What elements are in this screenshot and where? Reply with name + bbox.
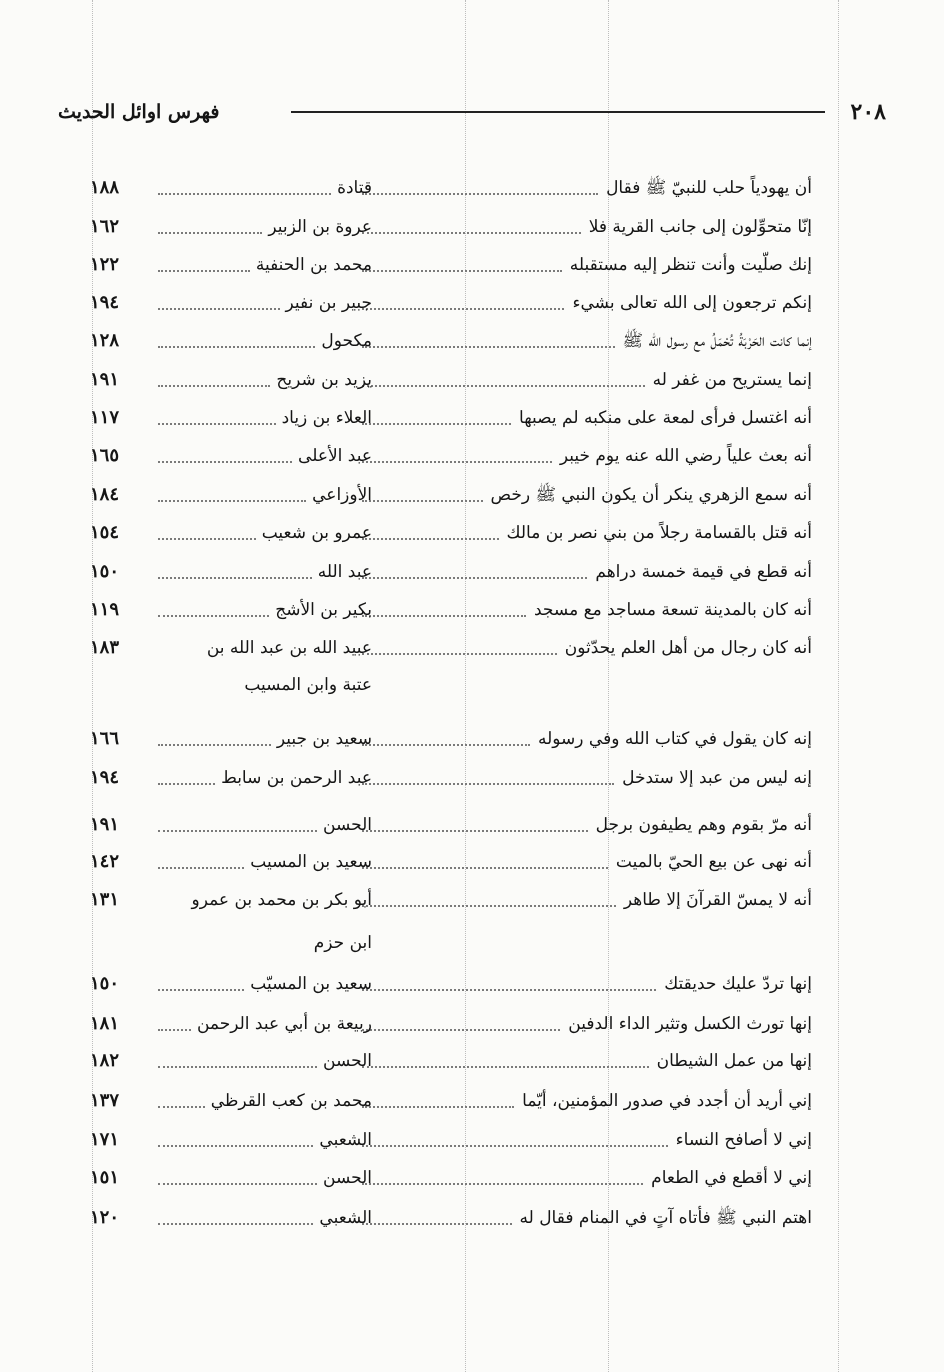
dot-leader xyxy=(158,744,271,746)
narrator xyxy=(152,807,372,843)
header-rule xyxy=(291,111,824,113)
hadith-opening xyxy=(352,630,812,666)
index-entry xyxy=(0,1006,944,1042)
narrator xyxy=(152,1083,372,1119)
narrator-text: محمد بن كعب القرظي xyxy=(210,1091,372,1111)
page-ref: ١٥٤ xyxy=(90,522,120,543)
hadith-opening xyxy=(352,1083,812,1119)
page-ref: ١٩٤ xyxy=(90,292,120,313)
dot-leader xyxy=(158,830,317,832)
page-ref: ١٣١ xyxy=(90,889,120,910)
narrator xyxy=(152,515,372,551)
dot-leader xyxy=(362,1145,668,1147)
narrator-text: محمد بن الحنفية xyxy=(255,255,372,275)
dot-leader xyxy=(362,905,616,907)
page-ref: ١١٩ xyxy=(90,599,120,620)
hadith-opening xyxy=(352,438,812,474)
page-ref: ١٦٦ xyxy=(90,728,120,749)
narrator-text: الحسن xyxy=(323,1051,372,1071)
index-entry xyxy=(0,400,944,436)
narrator xyxy=(152,438,372,474)
narrator xyxy=(152,844,372,880)
dot-leader xyxy=(362,1029,560,1031)
dot-leader xyxy=(362,577,587,579)
dot-leader xyxy=(158,1029,191,1031)
page-ref: ١٦٢ xyxy=(90,216,120,237)
narrator-continuation: ابن حزم xyxy=(313,933,372,953)
page-ref: ١٢٢ xyxy=(90,254,120,275)
narrator-text: جبير بن نفير xyxy=(285,293,372,313)
narrator xyxy=(152,966,372,1002)
index-entry xyxy=(0,515,944,551)
index-entry xyxy=(0,630,944,706)
hadith-text: اهتم النبي ﷺ فأتاه آتٍ في المنام فقال له xyxy=(519,1208,812,1228)
index-entry xyxy=(0,760,944,796)
page-ref: ١٢٠ xyxy=(90,1207,120,1228)
narrator xyxy=(152,477,372,513)
index-entry xyxy=(0,592,944,628)
hadith-opening xyxy=(352,554,812,590)
index-entry xyxy=(0,1122,944,1158)
dot-leader xyxy=(362,270,562,272)
narrator xyxy=(152,209,372,245)
narrator xyxy=(152,1200,372,1236)
narrator-text: عبيد الله بن عبد الله بن xyxy=(206,638,372,658)
hadith-text: أنه نهى عن بيع الحيّ بالميت xyxy=(615,852,812,872)
hadith-opening xyxy=(352,400,812,436)
page-ref: ١٨٤ xyxy=(90,484,120,505)
dot-leader xyxy=(158,423,276,425)
hadith-opening xyxy=(352,760,812,796)
hadith-opening xyxy=(352,323,812,359)
narrator-text: العلاء بن زياد xyxy=(281,408,372,428)
page-ref: ١٨٢ xyxy=(90,1050,120,1071)
dot-leader xyxy=(362,385,645,387)
hadith-text: أن يهودياً حلب للنبيّ ﷺ فقال xyxy=(606,178,812,198)
hadith-text: إنّا متحوِّلون إلى جانب القرية فلا xyxy=(588,217,812,237)
dot-leader xyxy=(158,538,256,540)
narrator xyxy=(152,362,372,398)
dot-leader xyxy=(158,1223,313,1225)
index-entry xyxy=(0,477,944,513)
narrator xyxy=(152,400,372,436)
dot-leader xyxy=(158,783,215,785)
narrator-text: الشعبي xyxy=(319,1130,372,1150)
narrator-text: سعيد بن جبير xyxy=(276,729,372,749)
page-ref: ١١٧ xyxy=(90,407,120,428)
index-entry xyxy=(0,1083,944,1119)
hadith-opening xyxy=(352,1200,812,1236)
dot-leader xyxy=(362,461,552,463)
hadith-text: أنه اغتسل فرأى لمعة على منكبه لم يصبها xyxy=(519,408,812,428)
dot-leader xyxy=(158,270,250,272)
hadith-text: أنه سمع الزهري ينكر أن يكون النبي ﷺ رخص xyxy=(490,485,812,505)
index-entry xyxy=(0,1160,944,1196)
dot-leader xyxy=(158,500,306,502)
hadith-opening xyxy=(352,247,812,283)
page-ref: ١٦٥ xyxy=(90,445,120,466)
page-ref: ١٨١ xyxy=(90,1013,120,1034)
hadith-opening xyxy=(352,721,812,757)
index-entry xyxy=(0,721,944,757)
narrator-text: يزيد بن شريح xyxy=(276,370,372,390)
page-ref: ١٣٧ xyxy=(90,1090,120,1111)
dot-leader xyxy=(158,615,269,617)
dot-leader xyxy=(362,308,564,310)
narrator-text: عمرو بن شعيب xyxy=(261,523,372,543)
dot-leader xyxy=(362,500,483,502)
narrator-text: سعيد بن المسيّب xyxy=(250,974,372,994)
narrator xyxy=(152,1006,372,1042)
dot-leader xyxy=(158,193,331,195)
hadith-opening xyxy=(352,1006,812,1042)
hadith-text: أنه بعث علياً رضي الله عنه يوم خيبر xyxy=(559,446,812,466)
index-entry xyxy=(0,882,944,962)
dot-leader xyxy=(158,461,292,463)
hadith-opening xyxy=(352,170,812,206)
page-ref: ١٩٤ xyxy=(90,767,120,788)
narrator-continuation: عتبة وابن المسيب xyxy=(244,675,372,695)
page-ref: ١٥٠ xyxy=(90,973,120,994)
dot-leader xyxy=(362,538,499,540)
narrator xyxy=(152,247,372,283)
index-entry xyxy=(0,844,944,880)
narrator-text: بكير بن الأشج xyxy=(275,600,372,620)
dot-leader xyxy=(158,577,312,579)
narrator xyxy=(152,592,372,628)
hadith-text: أنه كان بالمدينة تسعة مساجد مع مسجد xyxy=(534,600,812,620)
dot-leader xyxy=(362,1223,512,1225)
index-entry xyxy=(0,438,944,474)
hadith-text: إنك صلّيت وأنت تنظر إليه مستقبله xyxy=(569,255,812,275)
hadith-text: إنه ليس من عبد إلا ستدخل xyxy=(622,768,812,788)
dot-leader xyxy=(158,232,262,234)
page-ref: ١٤٢ xyxy=(90,851,120,872)
narrator-text: أبو بكر بن محمد بن عمرو xyxy=(191,890,372,910)
dot-leader xyxy=(158,1183,317,1185)
dot-leader xyxy=(158,385,270,387)
hadith-opening xyxy=(352,477,812,513)
hadith-text: أنه قطع في قيمة خمسة دراهم xyxy=(595,562,812,582)
dot-leader xyxy=(158,1066,317,1068)
dot-leader xyxy=(362,232,581,234)
page-ref: ١٨٣ xyxy=(90,637,120,658)
narrator xyxy=(152,882,372,918)
dot-leader xyxy=(362,1106,514,1108)
index-entry xyxy=(0,209,944,245)
narrator xyxy=(152,170,372,206)
narrator-text: قتادة xyxy=(337,178,372,198)
narrator xyxy=(152,285,372,321)
narrator xyxy=(152,1122,372,1158)
hadith-text: إنه كان يقول في كتاب الله وفي رسوله xyxy=(537,729,812,749)
index-entry xyxy=(0,362,944,398)
hadith-opening xyxy=(352,1160,812,1196)
dot-leader xyxy=(362,193,598,195)
narrator xyxy=(152,721,372,757)
index-entry xyxy=(0,807,944,843)
narrator xyxy=(152,554,372,590)
dot-leader xyxy=(362,744,530,746)
narrator-text: سعيد بن المسيب xyxy=(250,852,372,872)
dot-leader xyxy=(362,1066,649,1068)
narrator-text: عبد الله xyxy=(317,562,372,582)
hadith-opening xyxy=(352,515,812,551)
dot-leader xyxy=(158,989,244,991)
narrator xyxy=(152,1160,372,1196)
hadith-text: إني لا أصافح النساء xyxy=(675,1130,812,1150)
index-entry xyxy=(0,966,944,1002)
hadith-text: إنها تورث الكسل وتثير الداء الدفين xyxy=(568,1014,812,1034)
hadith-opening xyxy=(352,1043,812,1079)
dot-leader xyxy=(362,346,615,348)
running-head xyxy=(58,92,886,132)
hadith-text: أنه كان رجال من أهل العلم يحدّثون xyxy=(564,638,812,658)
hadith-text: إنما يستريح من غفر له xyxy=(652,370,812,390)
hadith-opening xyxy=(352,966,812,1002)
narrator-text: ربيعة بن أبي عبد الرحمن xyxy=(196,1014,372,1034)
narrator-text: عبد الأعلى xyxy=(298,446,372,466)
index-entry xyxy=(0,1200,944,1236)
dot-leader xyxy=(158,346,315,348)
dot-leader xyxy=(362,989,656,991)
hadith-opening xyxy=(352,807,812,843)
dot-leader xyxy=(158,1106,205,1108)
hadith-text: إنها تردّ عليك حديقتك xyxy=(664,974,812,994)
hadith-opening xyxy=(352,882,812,918)
dot-leader xyxy=(362,783,614,785)
index-entry xyxy=(0,170,944,206)
dot-leader xyxy=(362,1183,643,1185)
narrator-text: مكحول xyxy=(321,331,372,351)
dot-leader xyxy=(362,423,511,425)
narrator xyxy=(152,760,372,796)
narrator-text: الحسن xyxy=(323,1168,372,1188)
hadith-opening xyxy=(352,1122,812,1158)
dot-leader xyxy=(362,867,608,869)
hadith-opening xyxy=(352,285,812,321)
hadith-opening xyxy=(352,592,812,628)
narrator-text: عروة بن الزبير xyxy=(268,217,372,237)
narrator-text: عبد الرحمن بن سابط xyxy=(221,768,372,788)
hadith-text: أنه مرّ بقوم وهم يطيفون برجل xyxy=(595,815,812,835)
hadith-text: أنه قتل بالقسامة رجلاً من بني نصر بن مالك xyxy=(506,523,812,543)
page-ref: ١٨٨ xyxy=(90,177,120,198)
narrator-text: الشعبي xyxy=(319,1208,372,1228)
hadith-text: إنها من عمل الشيطان xyxy=(656,1051,812,1071)
narrator xyxy=(152,1043,372,1079)
page-ref: ١٩١ xyxy=(90,814,120,835)
hadith-text: إنكم ترجعون إلى الله تعالى بشيء xyxy=(572,293,812,313)
dot-leader xyxy=(158,867,244,869)
dot-leader xyxy=(158,1145,313,1147)
dot-leader xyxy=(158,308,280,310)
dot-leader xyxy=(362,653,557,655)
index-entry xyxy=(0,247,944,283)
hadith-opening xyxy=(352,844,812,880)
hadith-opening xyxy=(352,209,812,245)
page-ref: ١٥١ xyxy=(90,1167,120,1188)
narrator xyxy=(152,323,372,359)
dot-leader xyxy=(362,830,588,832)
hadith-text: أنه لا يمسّ القرآنَ إلا طاهر xyxy=(623,890,812,910)
hadith-text: إنما كانت الحَرْبَةُ تُحْمَلُ مع رسول الله ﷺ xyxy=(622,331,812,351)
page-ref: ١٧١ xyxy=(90,1129,120,1150)
index-entry xyxy=(0,1043,944,1079)
narrator-text: الأوزاعي xyxy=(312,485,372,505)
page-ref: ١٩١ xyxy=(90,369,120,390)
dot-leader xyxy=(362,615,526,617)
page-ref: ١٥٠ xyxy=(90,561,120,582)
page-title: فهرس اوائل الحديث xyxy=(58,101,220,123)
index-entry xyxy=(0,554,944,590)
index-entry xyxy=(0,323,944,359)
page-number: ٢٠٨ xyxy=(850,99,886,125)
hadith-opening xyxy=(352,362,812,398)
page-ref: ١٢٨ xyxy=(90,330,120,351)
narrator-text: الحسن xyxy=(323,815,372,835)
narrator xyxy=(152,630,372,666)
index-entry xyxy=(0,285,944,321)
hadith-text: إني لا أقطع في الطعام xyxy=(651,1168,812,1188)
hadith-text: إني أريد أن أجدد في صدور المؤمنين، أيّما xyxy=(522,1091,812,1111)
